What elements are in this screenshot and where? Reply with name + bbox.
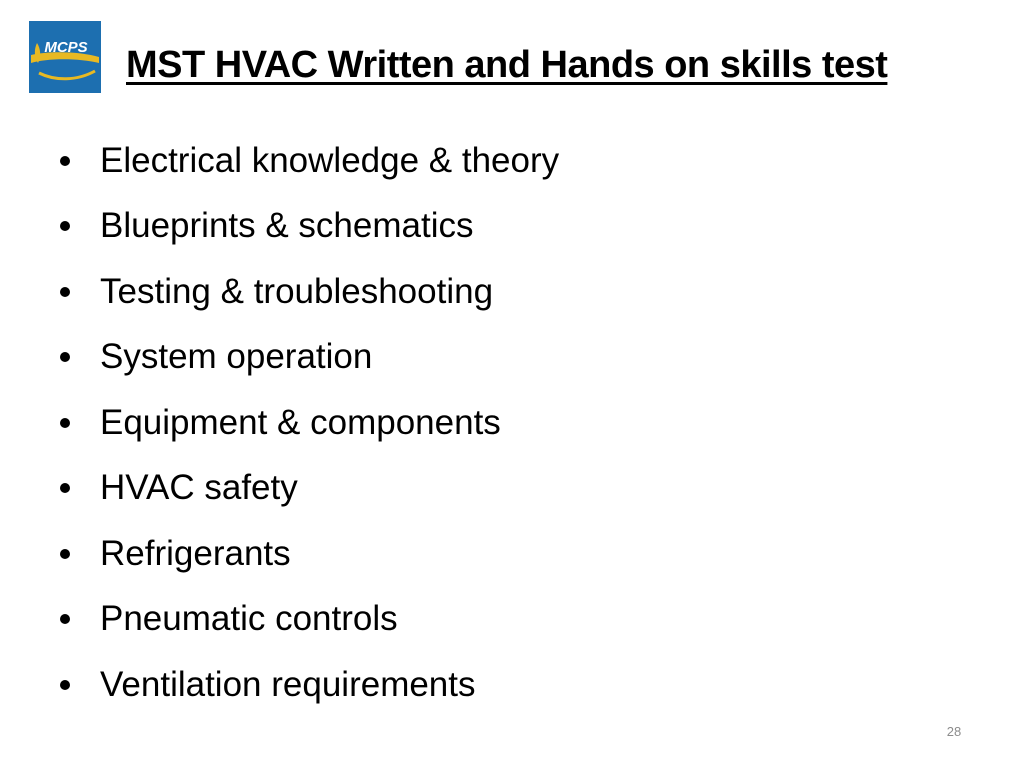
bullet-dot-icon xyxy=(60,352,70,362)
slide-title: MST HVAC Written and Hands on skills test xyxy=(126,44,888,86)
list-item xyxy=(58,652,958,718)
bullet-text: Equipment & components xyxy=(100,402,501,442)
bullet-dot-icon xyxy=(60,221,70,231)
mcps-logo xyxy=(29,21,101,93)
list-item xyxy=(58,587,958,653)
list-item xyxy=(58,390,958,456)
bullet-text: Blueprints & schematics xyxy=(100,206,474,246)
bullet-list xyxy=(58,128,958,718)
bullet-dot-icon xyxy=(60,614,70,624)
bullet-dot-icon xyxy=(60,483,70,493)
list-item xyxy=(58,259,958,325)
list-item xyxy=(58,128,958,194)
bullet-dot-icon xyxy=(60,549,70,559)
slide-number: 28 xyxy=(946,724,962,739)
bullet-dot-icon xyxy=(60,287,70,297)
bullet-text: System operation xyxy=(100,337,373,377)
bullet-text: Electrical knowledge & theory xyxy=(100,140,560,180)
bullet-text: Ventilation requirements xyxy=(100,664,476,704)
bullet-text: Pneumatic controls xyxy=(100,599,398,639)
list-item xyxy=(58,456,958,522)
bullet-text: HVAC safety xyxy=(100,468,298,508)
list-item xyxy=(58,325,958,391)
bullet-text: Refrigerants xyxy=(100,533,291,573)
list-item xyxy=(58,194,958,260)
bullet-text: Testing & troubleshooting xyxy=(100,271,494,311)
logo-text: MCPS xyxy=(44,39,88,56)
mcps-logo-icon xyxy=(29,21,101,93)
list-item xyxy=(58,521,958,587)
bullet-dot-icon xyxy=(60,156,70,166)
bullet-dot-icon xyxy=(60,680,70,690)
bullet-dot-icon xyxy=(60,418,70,428)
